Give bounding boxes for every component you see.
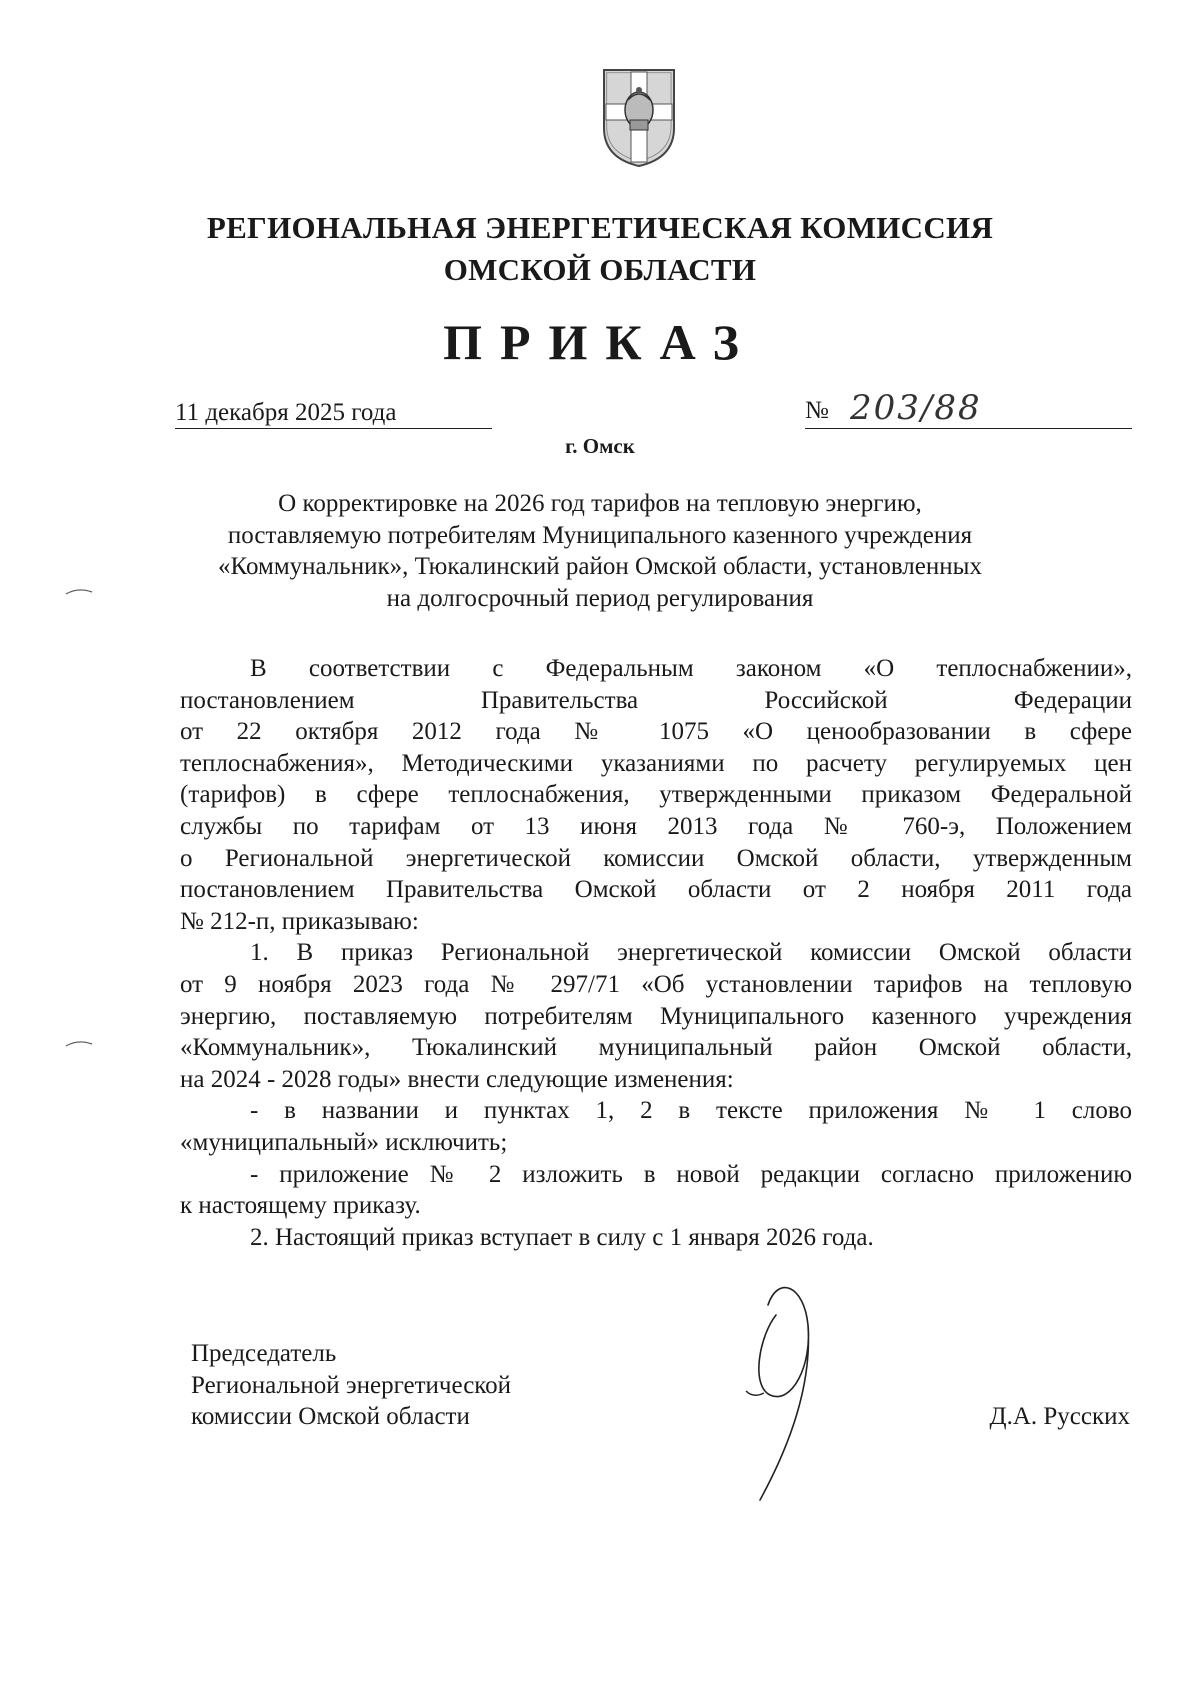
preamble-line: постановлением Правительства Российской Федерации [180, 686, 1132, 714]
organization-name-line2: ОМСКОЙ ОБЛАСТИ [443, 252, 757, 287]
item1-line: энергию, поставляемую потребителям Муниципального казенного учреждения [180, 1002, 1132, 1030]
bullet2-line: - приложение № 2 изложить в новой редакции согласно приложению [250, 1160, 1132, 1188]
preamble-line: от 22 октября 2012 года № 1075 «О ценообразовании в сфере [180, 718, 1132, 746]
document-body [180, 653, 1132, 1253]
bullet2-line: к настоящему приказу. [180, 1192, 421, 1220]
preamble-line: постановлением Правительства Омской области от 2 ноября 2011 года [180, 876, 1132, 904]
subject-line: на долгосрочный период регулирования [386, 584, 814, 612]
coat-of-arms-icon [600, 66, 678, 170]
item2-line: 2. Настоящий приказ вступает в силу с 1 января 2026 года. [250, 1223, 874, 1251]
document-subject [150, 488, 1050, 614]
bullet1-line: - в названии и пунктах 1, 2 в тексте приложения № 1 слово [250, 1097, 1132, 1125]
document-number-label: № [805, 397, 829, 424]
document-number-underline [805, 428, 1132, 429]
bullet1-line: «муниципальный» исключить; [180, 1128, 508, 1156]
document-type-title: ПРИКАЗ [443, 314, 757, 370]
subject-line: «Коммунальник», Тюкалинский район Омской области, установленных [218, 553, 982, 580]
signer-position [191, 1338, 511, 1433]
preamble-line: теплоснабжения», Методическими указаниями по расчету регулируемых цен [180, 749, 1132, 777]
signer-position-line: Председатель [191, 1340, 337, 1367]
item1-line: «Коммунальник», Тюкалинский муниципальный район Омской области, [180, 1034, 1132, 1062]
preamble-line: (тарифов) в сфере теплоснабжения, утвержденными приказом Федеральной [180, 781, 1132, 809]
item1-line: на 2024 - 2028 годы» внести следующие изменения: [180, 1065, 734, 1093]
preamble-line: службы по тарифам от 13 июня 2013 года № 760-э, Положением [180, 812, 1132, 840]
scan-mark [64, 1038, 94, 1048]
signer-name: Д.А. Русских [989, 1403, 1130, 1430]
signer-position-line: комиссии Омской области [191, 1403, 470, 1430]
organization-name-line1: РЕГИОНАЛЬНАЯ ЭНЕРГЕТИЧЕСКАЯ КОМИССИЯ [206, 210, 994, 245]
document-date: 11 декабря 2025 года [175, 398, 492, 429]
document-city: г. Омск [565, 434, 635, 458]
subject-line: О корректировке на 2026 год тарифов на тепловую энергию, [278, 490, 922, 517]
item1-line: 1. В приказ Региональной энергетической комиссии Омской области [250, 939, 1132, 967]
handwritten-signature [720, 1245, 900, 1505]
preamble-line: о Региональной энергетической комиссии Омской области, утвержденным [180, 844, 1132, 872]
document-number-handwritten: 203/88 [850, 388, 982, 428]
signer-position-line: Региональной энергетической [191, 1371, 512, 1399]
item1-line: от 9 ноября 2023 года № 297/71 «Об установлении тарифов на тепловую [180, 970, 1132, 998]
preamble-line: В соответствии с Федеральным законом «О теплоснабжении», [250, 655, 1132, 682]
preamble-line: № 212-п, приказываю: [180, 907, 419, 935]
scan-mark [64, 586, 94, 596]
subject-line: поставляемую потребителям Муниципального казенного учреждения [227, 521, 973, 549]
